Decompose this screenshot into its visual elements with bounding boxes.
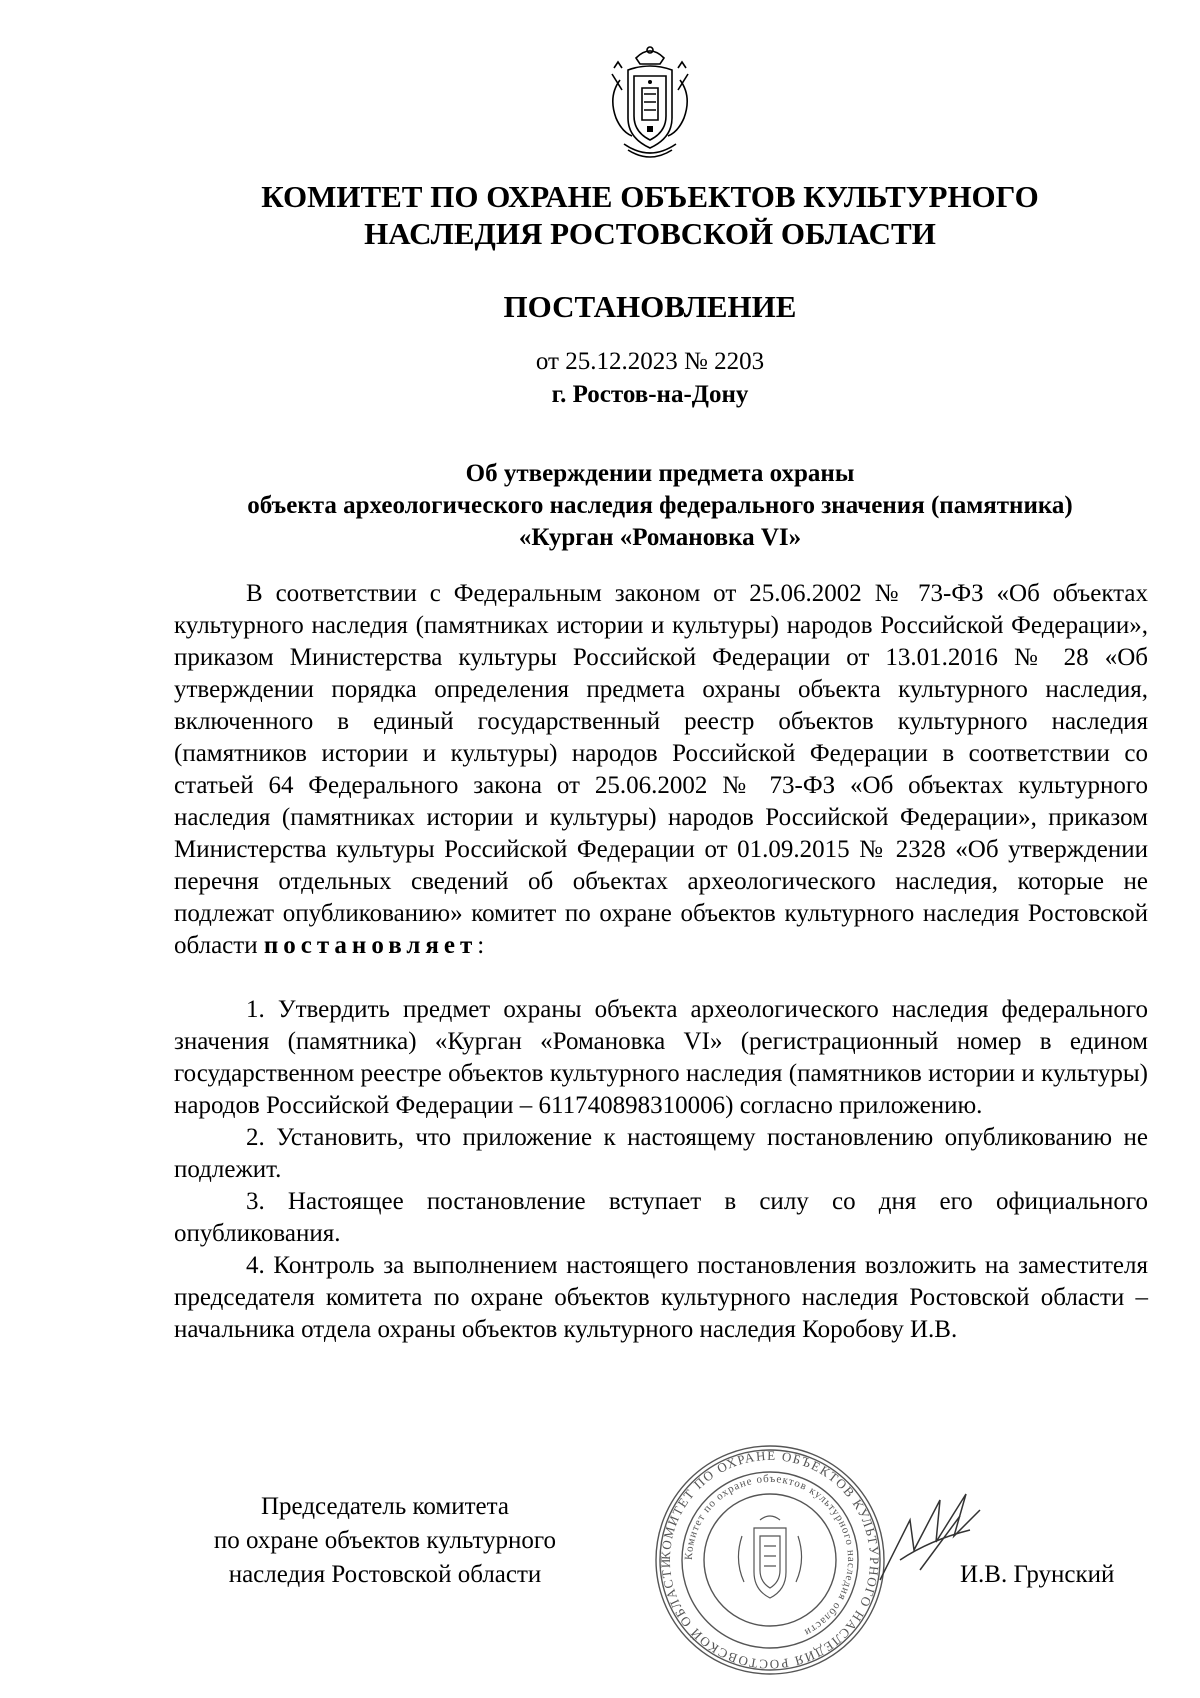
- preamble-paragraph: [174, 578, 1148, 962]
- org-title-line1: КОМИТЕТ ПО ОХРАНЕ ОБЪЕКТОВ КУЛЬТУРНОГО: [261, 179, 1039, 214]
- subject-line3: «Курган «Романовка VI»: [518, 524, 802, 551]
- list-item: 4. Контроль за выполнением настоящего постановления возложить на заместителя председателя комитета по охране объектов культурного наследия Ростовской области – начальника отдела охраны объектов культурного наследия Коробову И.В.: [174, 1252, 1148, 1343]
- list-item: 3. Настоящее постановление вступает в силу со дня его официального опубликования.: [174, 1188, 1148, 1247]
- document-header: [180, 178, 1120, 411]
- position-line1: Председатель комитета: [261, 1493, 509, 1520]
- seal-inner-text: Комитет по охране объектов культурного наследия области: [682, 1472, 858, 1639]
- org-title-line2: НАСЛЕДИЯ РОСТОВСКОЙ ОБЛАСТИ: [364, 216, 936, 251]
- document-date-number: от 25.12.2023 № 2203: [535, 348, 765, 375]
- list-item: 2. Установить, что приложение к настоящему постановлению опубликованию не подлежит.: [174, 1124, 1148, 1183]
- document-subject: [150, 458, 1170, 554]
- preamble-text: В соответствии с Федеральным законом от 25.06.2002 № 73-ФЗ «Об объектах культурного наследия (памятниках истории и культуры) народов Российской Федерации», приказом Министерства культуры Российской Федерации от 13.01.2016 № 28 «Об утверждении порядка определения предмета охраны объекта культурного наследия, включенного в единый государственный реестр объектов культурного наследия (памятников истории и культуры) народов Российской Федерации в соответствии со статьей 64 Федерального закона от 25.06.2002 № 73-ФЗ «Об объектах культурного наследия (памятниках истории и культуры) народов Российской Федерации», приказом Министерства культуры Российской Федерации от 01.09.2015 № 2328 «Об утверждении перечня отдельных сведений об объектах археологического наследия, которые не подлежат опубликованию» комитет по охране объектов культурного наследия Ростовской области: [174, 580, 1148, 959]
- subject-line1: Об утверждении предмета охраны: [465, 460, 855, 487]
- preamble-end: :: [477, 932, 485, 959]
- official-seal-icon: [650, 1440, 890, 1680]
- document-type: ПОСТАНОВЛЕНИЕ: [503, 289, 797, 324]
- document-body: [174, 578, 1148, 1346]
- resolves-word: постановляет: [263, 932, 478, 959]
- signatory-position: [170, 1490, 600, 1592]
- signatory-name: И.В. Грунский: [960, 1561, 1115, 1588]
- position-line2: по охране объектов культурного: [213, 1527, 557, 1554]
- document-city: г. Ростов-на-Дону: [551, 381, 749, 408]
- position-line3: наследия Ростовской области: [228, 1561, 542, 1588]
- subject-line2: объекта археологического наследия федерального значения (памятника): [247, 492, 1073, 519]
- seal-outer-text: КОМИТЕТ ПО ОХРАНЕ ОБЪЕКТОВ КУЛЬТУРНОГО НАСЛЕДИЯ РОСТОВСКОЙ ОБЛАСТИ: [657, 1447, 883, 1673]
- list-item: 1. Утвердить предмет охраны объекта археологического наследия федерального значения (памятника) «Курган «Романовка VI» (регистрационный номер в едином государственном реестре объектов культурного наследия (памятников истории и культуры) народов Российской Федерации – 611740898310006) согласно приложению.: [174, 996, 1148, 1119]
- coat-of-arms-icon: [598, 40, 702, 164]
